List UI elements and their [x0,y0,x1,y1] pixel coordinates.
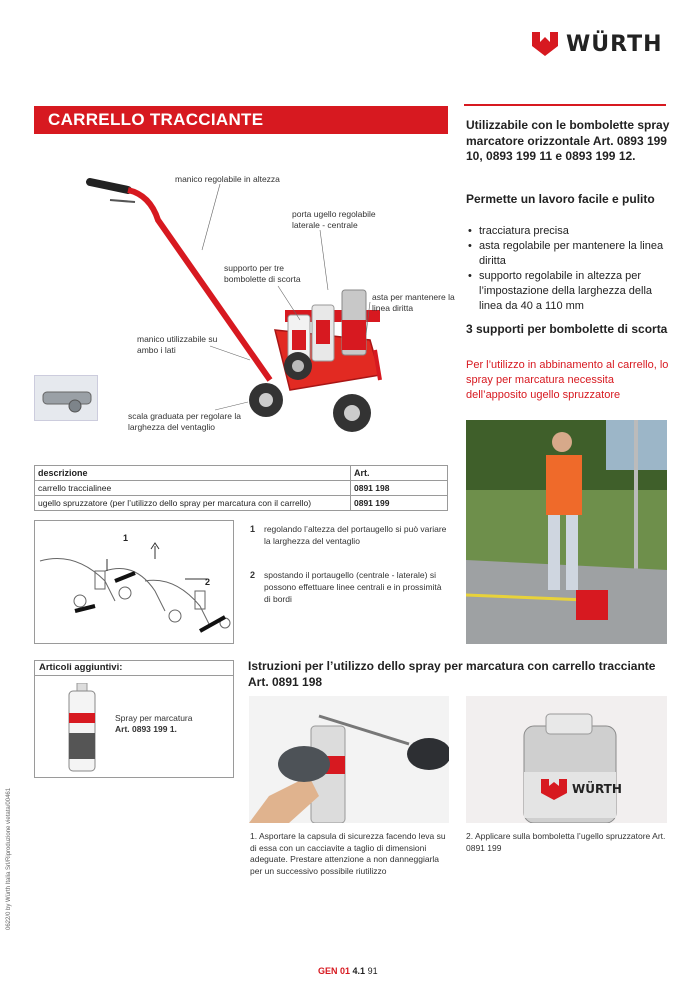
diagram-label-1: 1 [123,533,129,543]
can-logo: WÜRTH [572,782,622,796]
footer-page: 91 [367,966,378,976]
benefits-list [466,224,671,314]
additional-articles-heading: Articoli aggiuntivi: [35,661,233,676]
label-scale: scala graduata per regolare la larghezza del ventaglio [128,411,241,432]
additional-articles-box [34,660,234,778]
instruction-step-2: 2. Applicare sulla bomboletta l’ugello spruzzatore Art. 0891 199 [466,831,666,853]
table-row [35,481,448,496]
instructions-title: Istruzioni per l’utilizzo dello spray per marcatura con carrello tracciante Art. 0891 198 [248,659,656,689]
nozzle-fitting-photo [466,696,667,823]
step-text: spostando il portaugello (centrale - laterale) si possono effettuare linee centrali e in prossimità di bordi [264,570,442,604]
instruction-photo-1 [249,696,449,823]
page-title: CARRELLO TRACCIANTE [48,110,264,129]
table-row [35,496,448,511]
cap-removal-photo [249,696,449,823]
spray-can-image [65,683,99,773]
table-cell-art: 0891 198 [351,481,448,496]
adjustment-diagram [34,520,234,644]
nozzle-note: Per l’utilizzo in abbinamento al carrello, lo spray per marcatura necessita dell’apposito ugello spruzzatore [466,359,669,401]
additional-product-art: Art. 0893 199 1. [115,724,177,734]
brand-name: WÜRTH [566,31,663,57]
list-item: • asta regolabile per mantenere la linea diritta [466,239,671,269]
side-copyright-note: 0622/0 by Würth Italia Srl/Riproduzione vietata/00461 [6,787,12,930]
step-text: regolando l’altezza del portaugello si può variare la larghezza del ventaglio [264,524,447,546]
usage-photo [466,420,667,644]
table-header-description: descrizione [35,466,351,481]
instruction-photo-2 [466,696,667,823]
table-header-art: Art. [351,466,448,481]
step-1 [250,523,450,547]
list-item: • supporto regolabile in altezza per l’impostazione della larghezza della linea da 40 a 110 mm [466,269,671,314]
product-table [34,465,448,511]
step-number: 2 [250,570,256,580]
table-header-row [35,466,448,481]
diagram-drawing [35,521,233,643]
label-nozzle-holder: porta ugello regolabile laterale - centrale [292,209,376,230]
compatibility-heading: Utilizzabile con le bombolette spray marcatore orizzontale Art. 0893 199 10, 0893 199 11 e 0893 199 12. [466,118,670,163]
diagram-label-2: 2 [205,577,211,587]
benefits-heading: Permette un lavoro facile e pulito [466,192,655,206]
footer-section: GEN 01 [318,966,351,976]
table-cell-art: 0891 199 [351,496,448,511]
wurth-logo [530,28,670,60]
label-handle: manico regolabile in altezza [175,174,280,184]
step-2 [250,569,450,605]
nozzle-thumbnail [34,375,98,421]
additional-product-name: Spray per marcatura [115,713,193,723]
table-cell-description: ugello spruzzatore (per l’utilizzo dello spray per marcatura con il carrello) [35,496,351,511]
nozzle-icon [35,376,99,422]
person-marking-photo [466,420,667,644]
wurth-logo-icon [530,30,560,58]
spare-supports-heading: 3 supporti per bombolette di scorta [466,322,668,336]
table-cell-description: carrello traccialinee [35,481,351,496]
page-footer [318,966,378,976]
footer-chapter: 4.1 [352,966,366,976]
top-rule [464,104,666,106]
step-number: 1 [250,524,256,534]
title-bar [34,106,448,134]
instruction-step-1: 1. Asportare la capsula di sicurezza facendo leva su di essa con un cacciavite a taglio di dimensioni adeguate. Prestare attenzione a non danneggiarla per un successivo possibile riutilizzo [250,831,446,876]
list-item: • tracciatura precisa [466,224,671,239]
label-spare-support: supporto per tre bombolette di scorta [224,263,301,284]
label-side-handle: manico utilizzabile su ambo i lati [137,334,218,355]
label-rod: asta per mantenere la linea diritta [372,292,455,313]
